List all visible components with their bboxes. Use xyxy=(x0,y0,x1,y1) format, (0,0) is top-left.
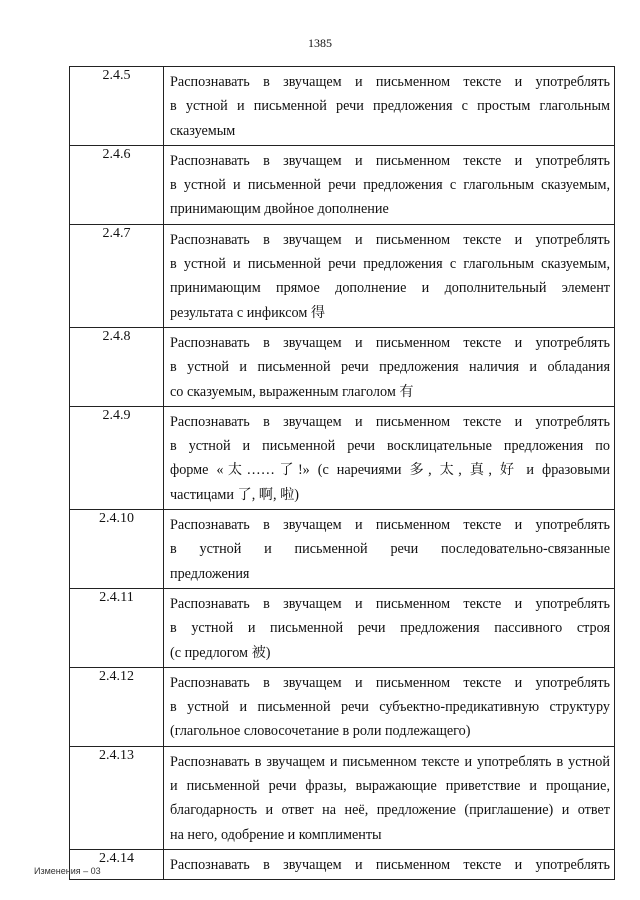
row-code: 2.4.9 xyxy=(70,406,164,509)
description-line: в устной и письменной речи субъектно-предикативную структуру xyxy=(170,699,610,716)
row-code: 2.4.7 xyxy=(70,224,164,327)
description-line: результата с инфиксом 得 xyxy=(170,304,326,321)
description-line: Распознавать в звучащем и письменном тексте и употреблять xyxy=(170,231,610,248)
page-number: 1385 xyxy=(308,36,332,50)
description-line: (глагольное словосочетание в роли подлежащего) xyxy=(170,723,471,740)
row-description xyxy=(164,67,615,146)
description-line: принимающим двойное дополнение xyxy=(170,201,389,218)
description-line: благодарность и ответ на неё, предложение (приглашение) и ответ xyxy=(170,802,610,819)
description-line: Распознавать в звучащем и письменном тексте и употреблять xyxy=(170,413,610,430)
table-row xyxy=(70,510,615,589)
row-code: 2.4.8 xyxy=(70,327,164,406)
description-line: в устной и письменной речи предложения наличия и обладания xyxy=(170,359,610,376)
row-description xyxy=(164,588,615,667)
table-row xyxy=(70,67,615,146)
description-line: Распознавать в звучащем и письменном тексте и употреблять xyxy=(170,334,610,351)
description-line: в устной и письменной речи предложения с простым глагольным xyxy=(170,98,610,115)
row-description xyxy=(164,406,615,509)
row-code: 2.4.12 xyxy=(70,667,164,746)
description-line: в устной и письменной речи последовательно-связанные xyxy=(170,541,610,558)
row-description xyxy=(164,327,615,406)
description-line: Распознавать в звучащем и письменном тексте и употреблять xyxy=(170,595,610,612)
table-row xyxy=(70,406,615,509)
description-line: предложения xyxy=(170,565,250,582)
row-description xyxy=(164,667,615,746)
table-row xyxy=(70,667,615,746)
description-line: Распознавать в звучащем и письменном тексте и употреблять xyxy=(170,74,610,90)
table-row xyxy=(70,224,615,327)
description-line: в устной и письменной речи предложения с глагольным сказуемым, xyxy=(170,256,610,273)
description-line: (с предлогом 被) xyxy=(170,644,271,661)
table-row xyxy=(70,746,615,849)
table-row xyxy=(70,145,615,224)
description-line: на него, одобрение и комплименты xyxy=(170,826,382,843)
row-description xyxy=(164,746,615,849)
description-line: в устной и письменной речи предложения с глагольным сказуемым, xyxy=(170,177,610,194)
description-line: форме «太……了!» (с наречиями 多, 太, 真, 好 и фразовыми xyxy=(170,462,610,479)
row-code: 2.4.14 xyxy=(70,849,164,879)
description-line: Распознавать в звучащем и письменном тексте и употреблять в устной xyxy=(170,753,610,770)
description-line: в устной и письменной речи восклицательные предложения по xyxy=(170,438,610,455)
row-description xyxy=(164,510,615,589)
row-code: 2.4.13 xyxy=(70,746,164,849)
row-code: 2.4.6 xyxy=(70,145,164,224)
row-description xyxy=(164,145,615,224)
requirements-table xyxy=(69,66,615,880)
table-row xyxy=(70,588,615,667)
description-line: Распознавать в звучащем и письменном тексте и употреблять xyxy=(170,152,610,169)
row-code: 2.4.11 xyxy=(70,588,164,667)
description-line: и письменной речи фразы, выражающие приветствие и прощание, xyxy=(170,778,610,795)
row-code: 2.4.10 xyxy=(70,510,164,589)
row-code: 2.4.5 xyxy=(70,67,164,146)
footer-revision: Изменения – 03 xyxy=(34,866,101,876)
description-line: частицами 了, 啊, 啦) xyxy=(170,486,300,503)
row-description xyxy=(164,849,615,879)
description-line: в устной и письменной речи предложения пассивного строя xyxy=(170,620,610,637)
description-line: сказуемым xyxy=(170,122,236,139)
row-description xyxy=(164,224,615,327)
description-line: Распознавать в звучащем и письменном тексте и употреблять xyxy=(170,674,610,691)
description-line: принимающим прямое дополнение и дополнительный элемент xyxy=(170,280,610,297)
description-line: со сказуемым, выраженным глаголом 有 xyxy=(170,383,414,400)
table-row xyxy=(70,849,615,879)
table-row xyxy=(70,327,615,406)
description-line: Распознавать в звучащем и письменном тексте и употреблять xyxy=(170,517,610,534)
description-line: Распознавать в звучащем и письменном тексте и употреблять xyxy=(170,856,610,873)
